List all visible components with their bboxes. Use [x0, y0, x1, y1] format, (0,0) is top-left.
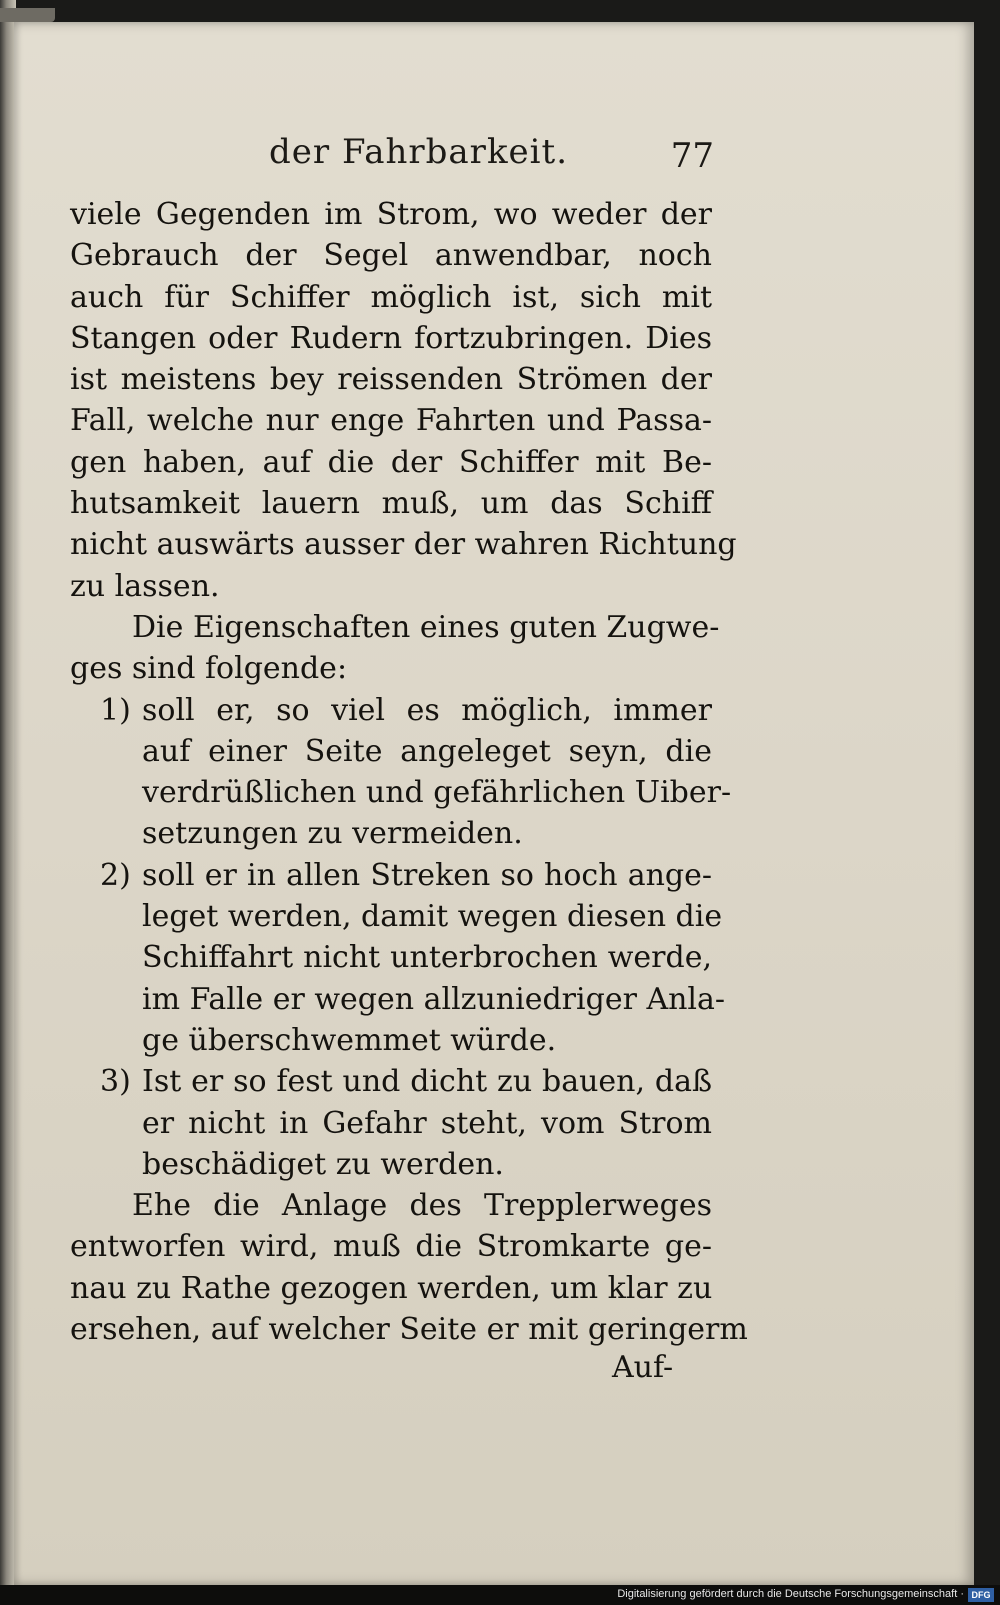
book-page	[14, 22, 974, 1585]
text-line: Die Eigenschaften eines guten Zugwe-	[132, 609, 720, 645]
list-item-line: Schiffahrt nicht unterbrochen werde,	[142, 940, 712, 976]
text-line: ist meistens bey reissenden Strömen der	[70, 362, 712, 398]
text-block	[70, 194, 748, 1350]
item-text: Ist er so fest und dicht zu bauen, daß	[142, 1064, 712, 1100]
text-line: nau zu Rathe gezogen werden, um klar zu	[70, 1270, 713, 1306]
item-number: 1)	[100, 692, 131, 728]
list-item-line	[70, 690, 712, 731]
text-line: viele Gegenden im Strom, wo weder der	[70, 197, 712, 232]
item-text: soll er, so viel es möglich, immer	[142, 692, 712, 728]
page-header	[54, 132, 714, 182]
list-item-line: ge überschwemmet würde.	[142, 1022, 557, 1058]
catchword: Auf-	[612, 1350, 674, 1385]
spine-mark	[0, 8, 55, 22]
list-item-line: im Falle er wegen allzuniedriger Anla-	[142, 981, 726, 1017]
list-item-line	[70, 1061, 712, 1102]
funding-credit: Digitalisierung gefördert durch die Deutsche Forschungsgemeinschaft ·	[617, 1588, 964, 1600]
list-item-line: auf einer Seite angeleget seyn, die	[142, 733, 712, 769]
text-line: auch für Schiffer möglich ist, sich mit	[70, 279, 712, 315]
item-text: soll er in allen Streken so hoch ange-	[142, 857, 712, 893]
text-line: ges sind folgende:	[70, 651, 348, 687]
list-item-line: verdrüßlichen und gefährlichen Uiber-	[142, 775, 732, 811]
running-head: der Fahrbarkeit.	[269, 132, 569, 172]
list-item-line: leget werden, damit wegen diesen die	[142, 899, 723, 935]
list-item-line	[70, 855, 712, 896]
text-line: gen haben, auf die der Schiffer mit Be-	[70, 444, 712, 480]
list-item-line: er nicht in Gefahr steht, vom Strom	[142, 1105, 712, 1141]
text-line: zu lassen.	[70, 568, 220, 604]
footer-bar	[0, 1585, 1000, 1605]
list-item-line: beschädiget zu werden.	[142, 1146, 504, 1182]
text-line: Fall, welche nur enge Fahrten und Passa-	[70, 403, 712, 439]
dfg-logo: DFG	[968, 1588, 994, 1602]
page-number: 77	[670, 136, 714, 176]
text-line: Gebrauch der Segel anwendbar, noch	[70, 238, 712, 274]
item-number: 2)	[100, 857, 131, 893]
text-line: Ehe die Anlage des Trepplerweges	[132, 1188, 712, 1224]
item-number: 3)	[100, 1064, 131, 1100]
text-line: ersehen, auf welcher Seite er mit geringerm	[70, 1312, 748, 1348]
text-line: hutsamkeit lauern muß, um das Schiff	[70, 486, 712, 522]
text-line: entworfen wird, muß die Stromkarte ge-	[70, 1229, 712, 1265]
text-line: nicht auswärts ausser der wahren Richtung	[70, 527, 737, 563]
list-item-line: setzungen zu vermeiden.	[142, 816, 523, 852]
text-line: Stangen oder Rudern fortzubringen. Dies	[70, 320, 712, 356]
